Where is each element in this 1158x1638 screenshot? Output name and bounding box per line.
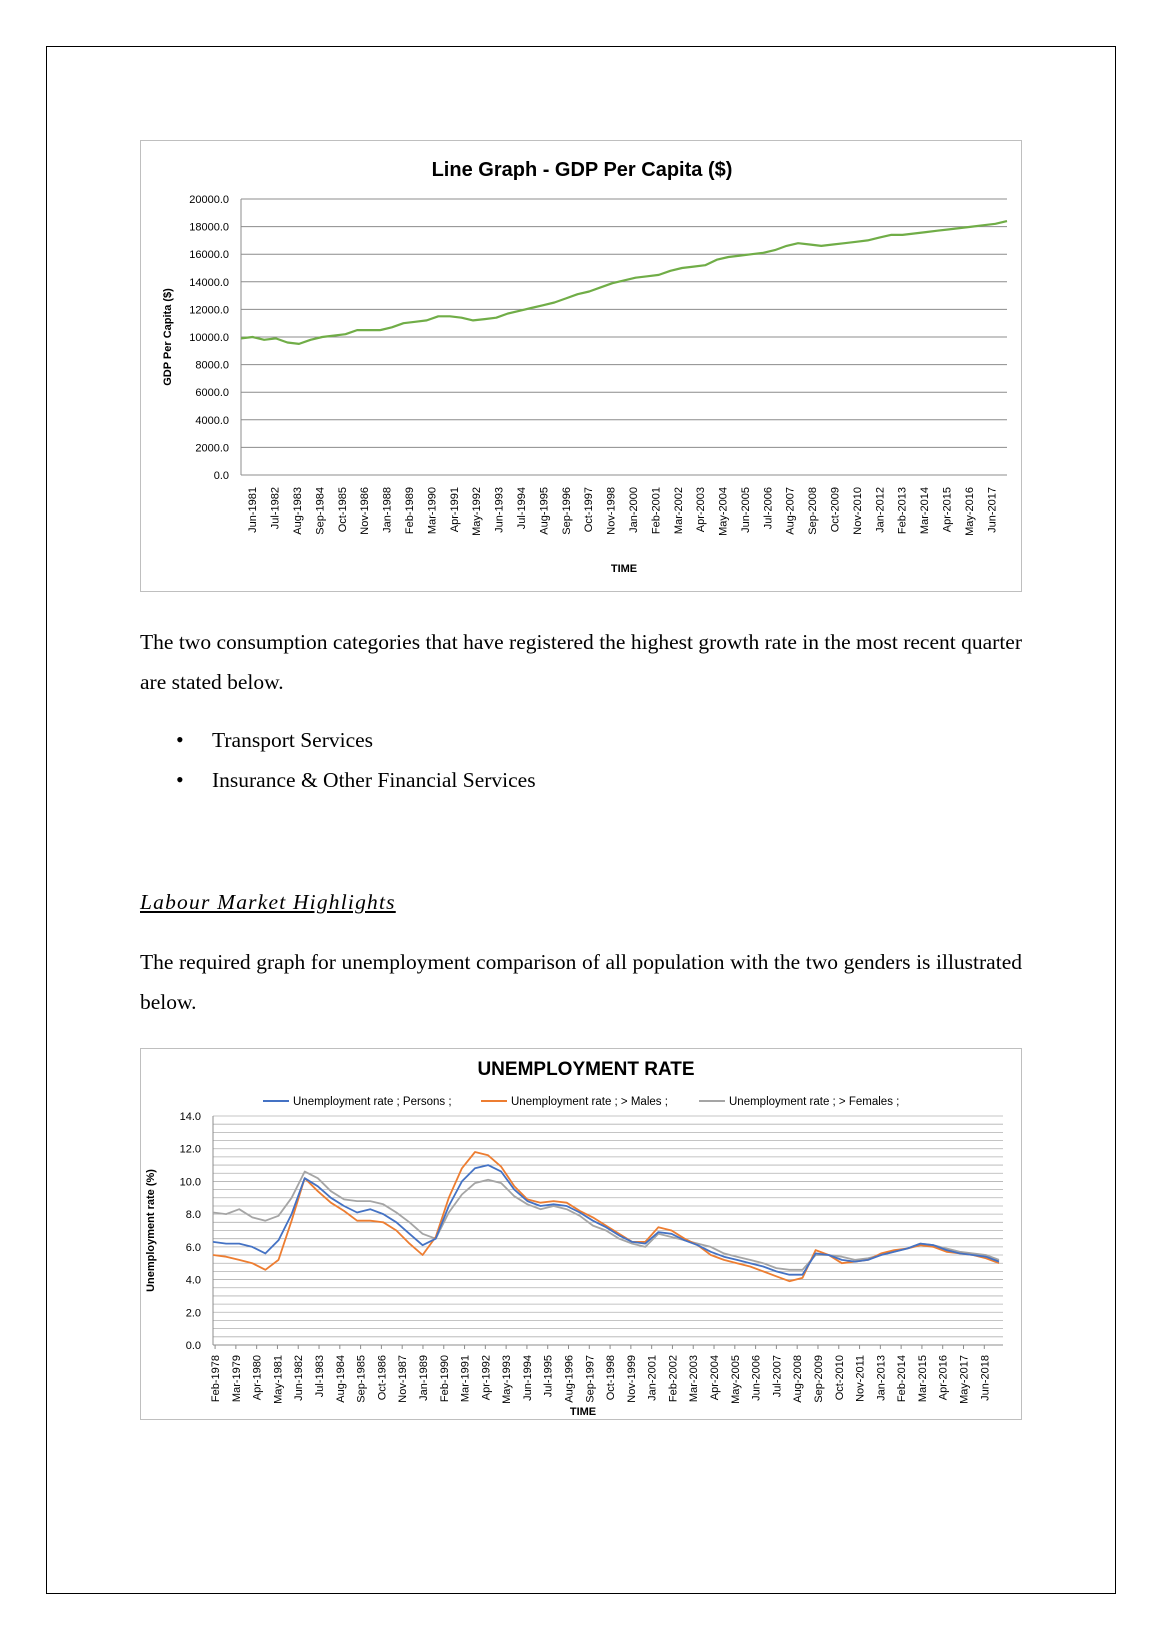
bullet-icon: • (176, 767, 184, 792)
x-tick-label: Jun-1993 (493, 487, 506, 533)
y-axis-label: Unemployment rate (%) (145, 1169, 157, 1292)
x-tick-label: Jun-2017 (986, 487, 999, 533)
y-tick-label: 4.0 (185, 1274, 201, 1287)
consumption-paragraph: The two consumption categories that have registered the highest growth rate in the most recent quarter are stated below. (140, 630, 1022, 694)
bullet-item (140, 720, 536, 760)
y-tick-label: 10.0 (179, 1176, 201, 1189)
y-tick-label: 12000.0 (189, 304, 229, 317)
y-tick-label: 0.0 (185, 1340, 201, 1352)
y-tick-label: 4000.0 (195, 414, 229, 427)
legend-label: Unemployment rate ; Persons ; (293, 1096, 452, 1108)
y-tick-label: 6.0 (185, 1241, 201, 1254)
x-tick-label: Oct-1985 (336, 487, 349, 533)
x-tick-label: Apr-2004 (709, 1355, 721, 1401)
gdp-chart-svg (141, 141, 1023, 593)
x-tick-label: Jan-1988 (381, 487, 394, 533)
x-tick-label: Mar-1990 (426, 487, 439, 535)
x-tick-label: Feb-1990 (438, 1355, 451, 1403)
x-tick-label: Nov-1987 (397, 1355, 410, 1403)
x-tick-label: Feb-2001 (650, 487, 663, 535)
x-tick-label: May-2017 (958, 1355, 971, 1404)
x-tick-label: Sep-2008 (807, 487, 820, 535)
y-axis-label: GDP Per Capita ($) (162, 288, 174, 386)
bullet-icon: • (176, 727, 184, 752)
x-tick-label: Oct-2010 (833, 1355, 846, 1401)
y-tick-label: 14.0 (179, 1111, 201, 1123)
x-tick-label: Feb-2014 (896, 1355, 909, 1403)
x-tick-label: Jan-2001 (646, 1355, 659, 1401)
bullet-text: Transport Services (212, 728, 374, 752)
y-tick-label: 12.0 (179, 1143, 201, 1156)
x-tick-label: Sep-1996 (560, 487, 573, 535)
y-tick-label: 2000.0 (195, 442, 229, 455)
x-tick-label: Oct-1997 (583, 487, 596, 533)
y-tick-label: 16000.0 (189, 249, 229, 262)
x-tick-label: Jul-2006 (762, 487, 775, 530)
x-tick-label: Mar-1979 (230, 1355, 243, 1403)
x-tick-label: Nov-2010 (851, 487, 864, 535)
x-tick-label: Jan-2000 (628, 487, 640, 533)
x-tick-label: Sep-2009 (813, 1355, 825, 1403)
unemployment-chart-svg (141, 1049, 1023, 1421)
y-tick-label: 14000.0 (189, 276, 229, 289)
x-tick-label: Aug-1996 (563, 1355, 576, 1403)
x-tick-label: May-2016 (963, 487, 976, 536)
x-tick-label: Jul-1995 (542, 1355, 555, 1398)
section-heading: Labour Market Highlights (140, 890, 396, 914)
x-tick-label: Apr-1992 (480, 1355, 493, 1401)
x-tick-label: Oct-2009 (829, 487, 842, 533)
x-tick-label: Sep-1984 (314, 487, 327, 535)
chart-title: Line Graph - GDP Per Capita ($) (431, 159, 733, 181)
x-tick-label: Jan-2012 (874, 487, 887, 533)
x-tick-label: Apr-1980 (251, 1355, 264, 1401)
gdp-series-line (241, 221, 1007, 344)
x-tick-label: Oct-1998 (605, 1355, 618, 1401)
x-tick-label: Apr-1991 (448, 487, 461, 533)
x-tick-label: Jun-1994 (521, 1355, 534, 1401)
x-tick-label: Aug-1995 (538, 487, 551, 535)
y-tick-label: 18000.0 (189, 221, 229, 234)
x-tick-label: Sep-1997 (584, 1355, 597, 1403)
x-tick-label: May-2004 (717, 487, 730, 536)
x-tick-label: Feb-2002 (667, 1355, 680, 1403)
legend-label: Unemployment rate ; > Males ; (511, 1096, 668, 1108)
bullet-item (140, 760, 536, 800)
y-tick-label: 0.0 (213, 470, 229, 482)
x-tick-label: Aug-2008 (792, 1355, 805, 1403)
x-tick-label: Nov-2011 (854, 1355, 867, 1402)
chart-title: UNEMPLOYMENT RATE (477, 1059, 695, 1080)
x-tick-label: Feb-2013 (896, 487, 909, 535)
graph-intro-paragraph: The required graph for unemployment comparison of all population with the two genders is illustrated below. (140, 950, 1022, 1014)
x-tick-label: Jun-1981 (247, 487, 260, 533)
x-tick-label: Aug-2007 (784, 487, 797, 535)
x-tick-label: Aug-1984 (334, 1355, 347, 1403)
x-tick-label: Aug-1983 (292, 487, 304, 535)
x-tick-label: Jul-2007 (771, 1355, 784, 1398)
x-tick-label: Nov-1999 (625, 1355, 638, 1403)
y-tick-label: 2.0 (185, 1307, 201, 1320)
x-tick-label: Jun-2005 (739, 487, 752, 533)
y-tick-label: 6000.0 (195, 387, 229, 400)
x-tick-label: May-1981 (272, 1355, 285, 1404)
bullet-text: Insurance & Other Financial Services (212, 768, 536, 792)
x-tick-label: Oct-1986 (376, 1355, 389, 1401)
x-tick-label: Jun-2018 (979, 1355, 992, 1401)
x-axis-label: TIME (610, 563, 638, 575)
x-tick-label: Apr-2015 (941, 487, 954, 533)
x-tick-label: Mar-2015 (916, 1355, 929, 1403)
x-tick-label: Mar-1991 (459, 1355, 472, 1403)
x-tick-label: Feb-1978 (210, 1355, 223, 1403)
x-tick-label: Jan-1989 (418, 1355, 430, 1401)
x-tick-label: Mar-2002 (672, 487, 685, 535)
x-tick-label: Mar-2003 (688, 1355, 701, 1403)
x-tick-label: Apr-2016 (937, 1355, 950, 1401)
x-tick-label: Nov-1986 (359, 487, 372, 535)
gdp-line-chart (140, 140, 1022, 592)
y-tick-label: 20000.0 (189, 194, 229, 206)
x-tick-label: Jul-1982 (269, 487, 282, 530)
x-tick-label: Jul-1994 (516, 487, 528, 530)
x-tick-label: Apr-2003 (695, 487, 708, 533)
x-tick-label: Jan-2013 (875, 1355, 888, 1401)
x-tick-label: Nov-1998 (605, 487, 618, 535)
y-tick-label: 8.0 (185, 1209, 201, 1222)
x-tick-label: Sep-1985 (355, 1355, 368, 1403)
x-tick-label: May-2005 (729, 1355, 742, 1404)
x-tick-label: Feb-1989 (404, 487, 416, 535)
consumption-bullet-list (140, 720, 536, 800)
x-tick-label: Mar-2014 (919, 487, 932, 535)
x-tick-label: Jun-2006 (750, 1355, 763, 1401)
unemployment-line-chart (140, 1048, 1022, 1420)
x-tick-label: May-1992 (471, 487, 484, 536)
legend-label: Unemployment rate ; > Females ; (729, 1096, 900, 1108)
x-tick-label: Jun-1982 (293, 1355, 306, 1401)
x-tick-label: Jul-1983 (314, 1355, 326, 1398)
x-tick-label: May-1993 (501, 1355, 514, 1404)
x-axis-label: TIME (569, 1406, 597, 1418)
y-tick-label: 8000.0 (195, 359, 229, 372)
unemployment-series-line (213, 1152, 999, 1281)
y-tick-label: 10000.0 (189, 332, 229, 344)
